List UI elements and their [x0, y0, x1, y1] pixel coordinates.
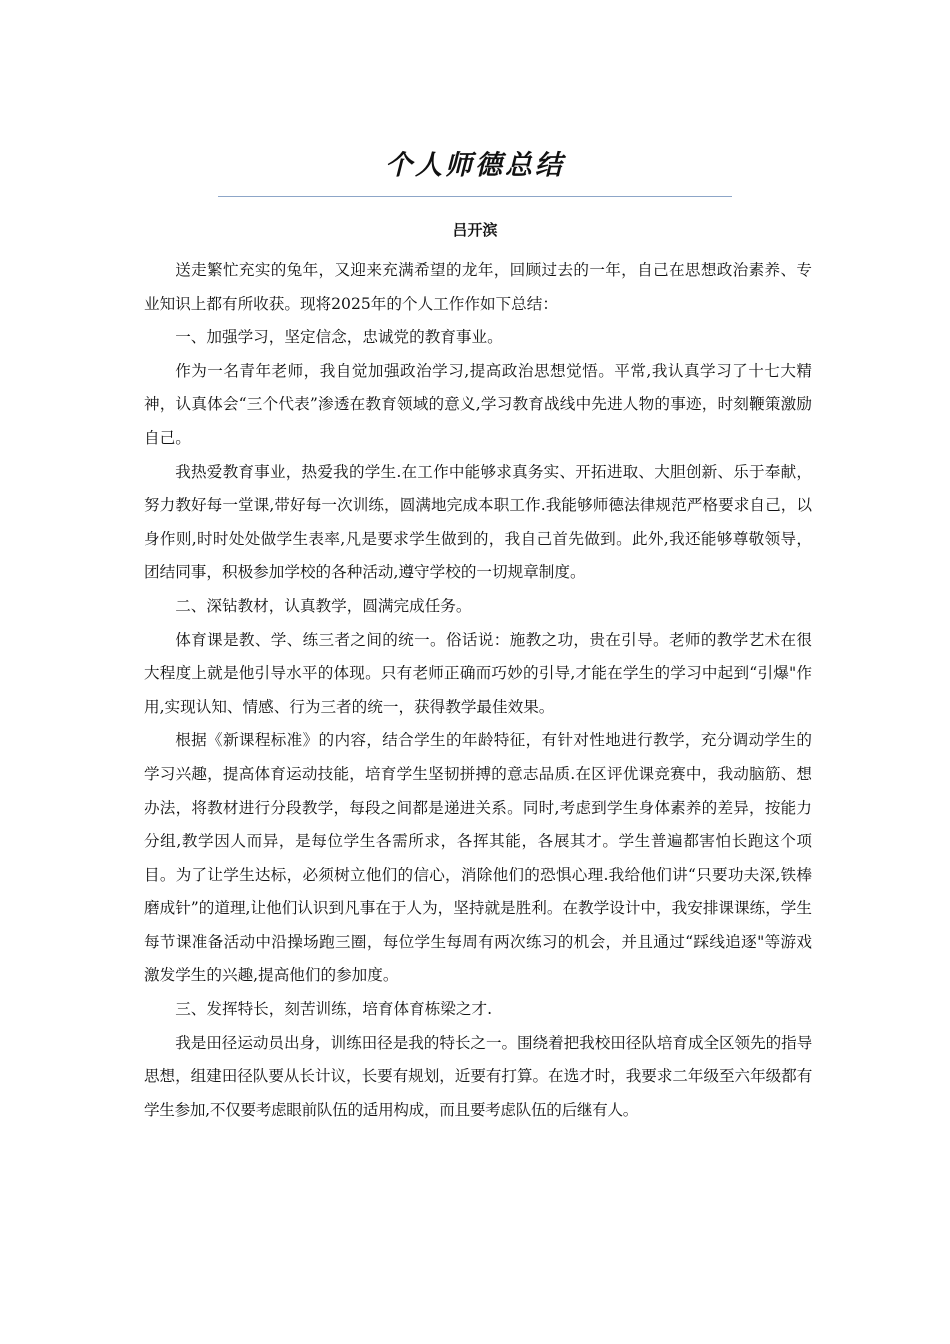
- author-name: 吕开滨: [452, 221, 498, 239]
- paragraph-dedication: 我热爱教育事业，热爱我的学生.在工作中能够求真务实、开拓进取、大胆创新、乐于奉献，努力教好每一堂课,带好每一次训练，圆满地完成本职工作.我能够师德法律规范严格要求自己，以身作则,时时处处做学生表率,凡是要求学生做到的，我自己首先做到。此外,我还能够尊敬领导，团结同事，积极参加学校的各种活动,遵守学校的一切规章制度。: [144, 462, 812, 582]
- section-heading-1: 一、加强学习，坚定信念，忠诚党的教育事业。: [175, 328, 503, 347]
- paragraph-intro: 送走繁忙充实的兔年，又迎来充满希望的龙年，回顾过去的一年，自己在思想政治素养、专业知识上都有所收获。现将2025年的个人工作作如下总结：: [144, 261, 812, 313]
- title-divider: [218, 196, 732, 197]
- document-body: [144, 254, 812, 1127]
- paragraph-training: 我是田径运动员出身，训练田径是我的特长之一。围绕着把我校田径队培育成全区领先的指导思想，组建田径队要从长计议，长要有规划，近要有打算。在选才时，我要求二年级至六年级都有学生参加,不仅要考虑眼前队伍的适用构成，而且要考虑队伍的后继有人。: [144, 1033, 812, 1119]
- section-heading-2: 二、深钻教材，认真教学，圆满完成任务。: [175, 596, 472, 615]
- document-title: 个人师德总结: [385, 150, 565, 181]
- paragraph-study: 作为一名青年老师，我自觉加强政治学习,提高政治思想觉悟。平常,我认真学习了十七大精神，认真体会“三个代表”渗透在教育领域的意义,学习教育战线中先进人物的事迹，时刻鞭策激励自己。: [144, 361, 812, 447]
- section-heading-3: 三、发挥特长，刻苦训练，培育体育栋梁之才.: [175, 1000, 493, 1019]
- paragraph-curriculum: 根据《新课程标准》的内容，结合学生的年龄特征，有针对性地进行教学，充分调动学生的学习兴趣，提高体育运动技能，培育学生坚韧拼搏的意志品质.在区评优课竞赛中，我动脑筋、想办法，将教材进行分段教学，每段之间都是递进关系。同时,考虑到学生身体素养的差异，按能力分组,教学因人而异，是每位学生各需所求，各挥其能，各展其才。学生普遍都害怕长跑这个项目。为了让学生达标，必须树立他们的信心，消除他们的恐惧心理.我给他们讲“只要功夫深,铁棒磨成针”的道理,让他们认识到凡事在于人为，坚持就是胜利。在教学设计中，我安排课课练，学生每节课准备活动中沿操场跑三圈，每位学生每周有两次练习的机会，并且通过“踩线追逐"等游戏激发学生的兴趣,提高他们的参加度。: [144, 731, 812, 985]
- paragraph-teaching: 体育课是教、学、练三者之间的统一。俗话说：施教之功，贵在引导。老师的教学艺术在很大程度上就是他引导水平的体现。只有老师正确而巧妙的引导,才能在学生的学习中起到“引爆"作用,实现认知、情感、行为三者的统一，获得教学最佳效果。: [144, 630, 812, 716]
